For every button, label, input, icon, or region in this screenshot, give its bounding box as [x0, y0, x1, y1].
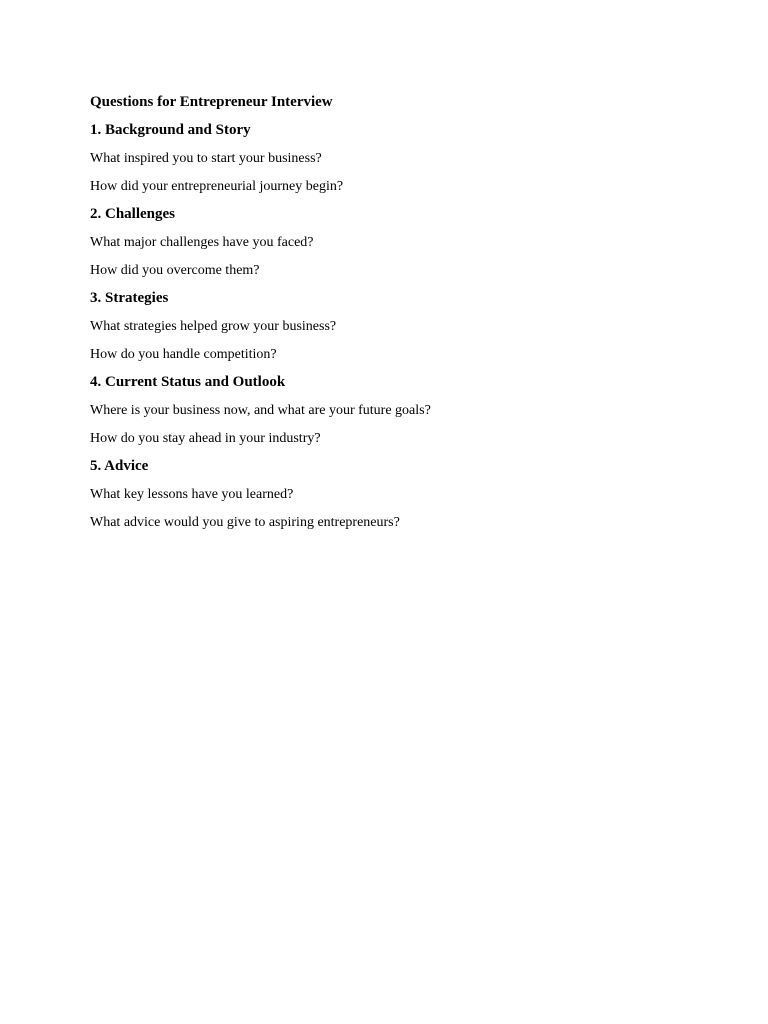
question-item: Where is your business now, and what are your future goals?: [90, 403, 431, 418]
section-challenges: [90, 204, 690, 280]
section-advice: [90, 456, 690, 532]
question-item: What inspired you to start your business?: [90, 151, 322, 166]
section-heading: 4. Current Status and Outlook: [90, 374, 286, 390]
question-item: How did your entrepreneurial journey begin?: [90, 179, 344, 194]
document-content: [90, 92, 690, 532]
question-item: How did you overcome them?: [90, 263, 260, 278]
question-item: What key lessons have you learned?: [90, 487, 294, 502]
question-item: How do you handle competition?: [90, 347, 277, 362]
section-heading: 3. Strategies: [90, 290, 169, 306]
question-item: How do you stay ahead in your industry?: [90, 431, 321, 446]
question-item: What major challenges have you faced?: [90, 235, 314, 250]
document-title: Questions for Entrepreneur Interview: [90, 94, 333, 110]
question-item: What advice would you give to aspiring entrepreneurs?: [90, 515, 400, 530]
section-current-status-and-outlook: [90, 372, 690, 448]
question-item: What strategies helped grow your business?: [90, 319, 337, 334]
section-heading: 1. Background and Story: [90, 122, 251, 138]
section-background-and-story: [90, 120, 690, 196]
section-strategies: [90, 288, 690, 364]
section-heading: 2. Challenges: [90, 206, 176, 222]
section-heading: 5. Advice: [90, 458, 149, 474]
